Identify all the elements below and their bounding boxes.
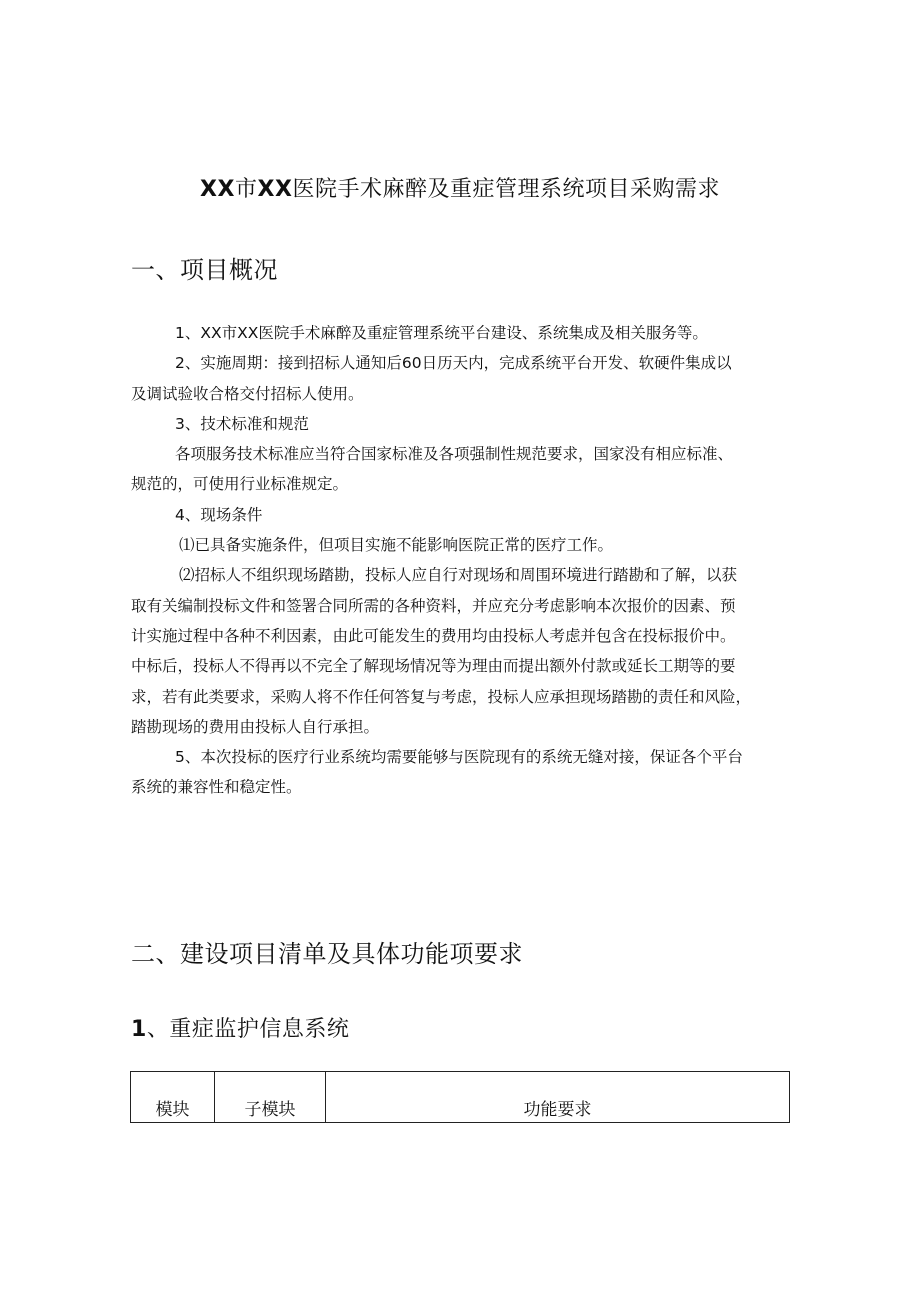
- table-header-row: [131, 1072, 790, 1123]
- paragraph-line: 中标后，投标人不得再以不完全了解现场情况等为理由而提出额外付款或延长工期等的要: [131, 657, 736, 676]
- paragraph-line: 系统的兼容性和稳定性。: [131, 778, 302, 797]
- paragraph-line: 4、现场条件: [175, 505, 263, 524]
- title-city: 市: [234, 177, 258, 202]
- requirements-table: [130, 1071, 790, 1123]
- section-2-heading: 二、建设项目清单及具体功能项要求: [131, 940, 523, 968]
- section-1-heading: 一、项目概况: [131, 256, 278, 284]
- paragraph-line: 踏勘现场的费用由投标人自行承担。: [131, 717, 380, 736]
- paragraph-line: 求，若有此类要求，采购人将不作任何答复与考虑，投标人应承担现场踏勘的责任和风险，: [131, 687, 752, 706]
- paragraph-line: 各项服务技术标准应当符合国家标准及各项强制性规范要求，国家没有相应标准、: [175, 445, 734, 464]
- paragraph-line: 计实施过程中各种不利因素，由此可能发生的费用均由投标人考虑并包含在投标报价中。: [131, 626, 736, 645]
- table-header-cell: 模块: [131, 1072, 215, 1123]
- title-rest: 医院手术麻醉及重症管理系统项目采购需求: [292, 177, 720, 202]
- document-title: [0, 171, 920, 209]
- paragraph-line: ⑴已具备实施条件，但项目实施不能影响医院正常的医疗工作。: [179, 536, 614, 555]
- subsection-1-number: 1: [131, 1017, 147, 1042]
- paragraph-line: 规范的，可使用行业标准规定。: [131, 475, 349, 494]
- subsection-1-text: 、重症监护信息系统: [146, 1017, 350, 1042]
- paragraph-line: 3、技术标准和规范: [175, 414, 309, 433]
- title-xx-2: XX: [257, 177, 293, 202]
- title-xx-1: XX: [200, 177, 235, 202]
- subsection-1-heading: [131, 1013, 349, 1047]
- table-header-cell: 功能要求: [326, 1072, 790, 1123]
- paragraph-line: 5、本次投标的医疗行业系统均需要能够与医院现有的系统无缝对接，保证各个平台: [175, 748, 743, 767]
- paragraph-line: ⑵招标人不组织现场踏勘，投标人应自行对现场和周围环境进行踏勘和了解，以获: [179, 566, 738, 585]
- section-1-body: [131, 318, 791, 803]
- paragraph-line: 2、实施周期：接到招标人通知后60日历天内，完成系统平台开发、软硬件集成以: [175, 354, 732, 373]
- paragraph-line: 1、XX市XX医院手术麻醉及重症管理系统平台建设、系统集成及相关服务等。: [175, 324, 708, 342]
- paragraph-line: 取有关编制投标文件和签署合同所需的各种资料，并应充分考虑影响本次报价的因素、预: [131, 596, 736, 615]
- table-header-cell: 子模块: [215, 1072, 326, 1123]
- paragraph-line: 及调试验收合格交付招标人使用。: [131, 384, 364, 403]
